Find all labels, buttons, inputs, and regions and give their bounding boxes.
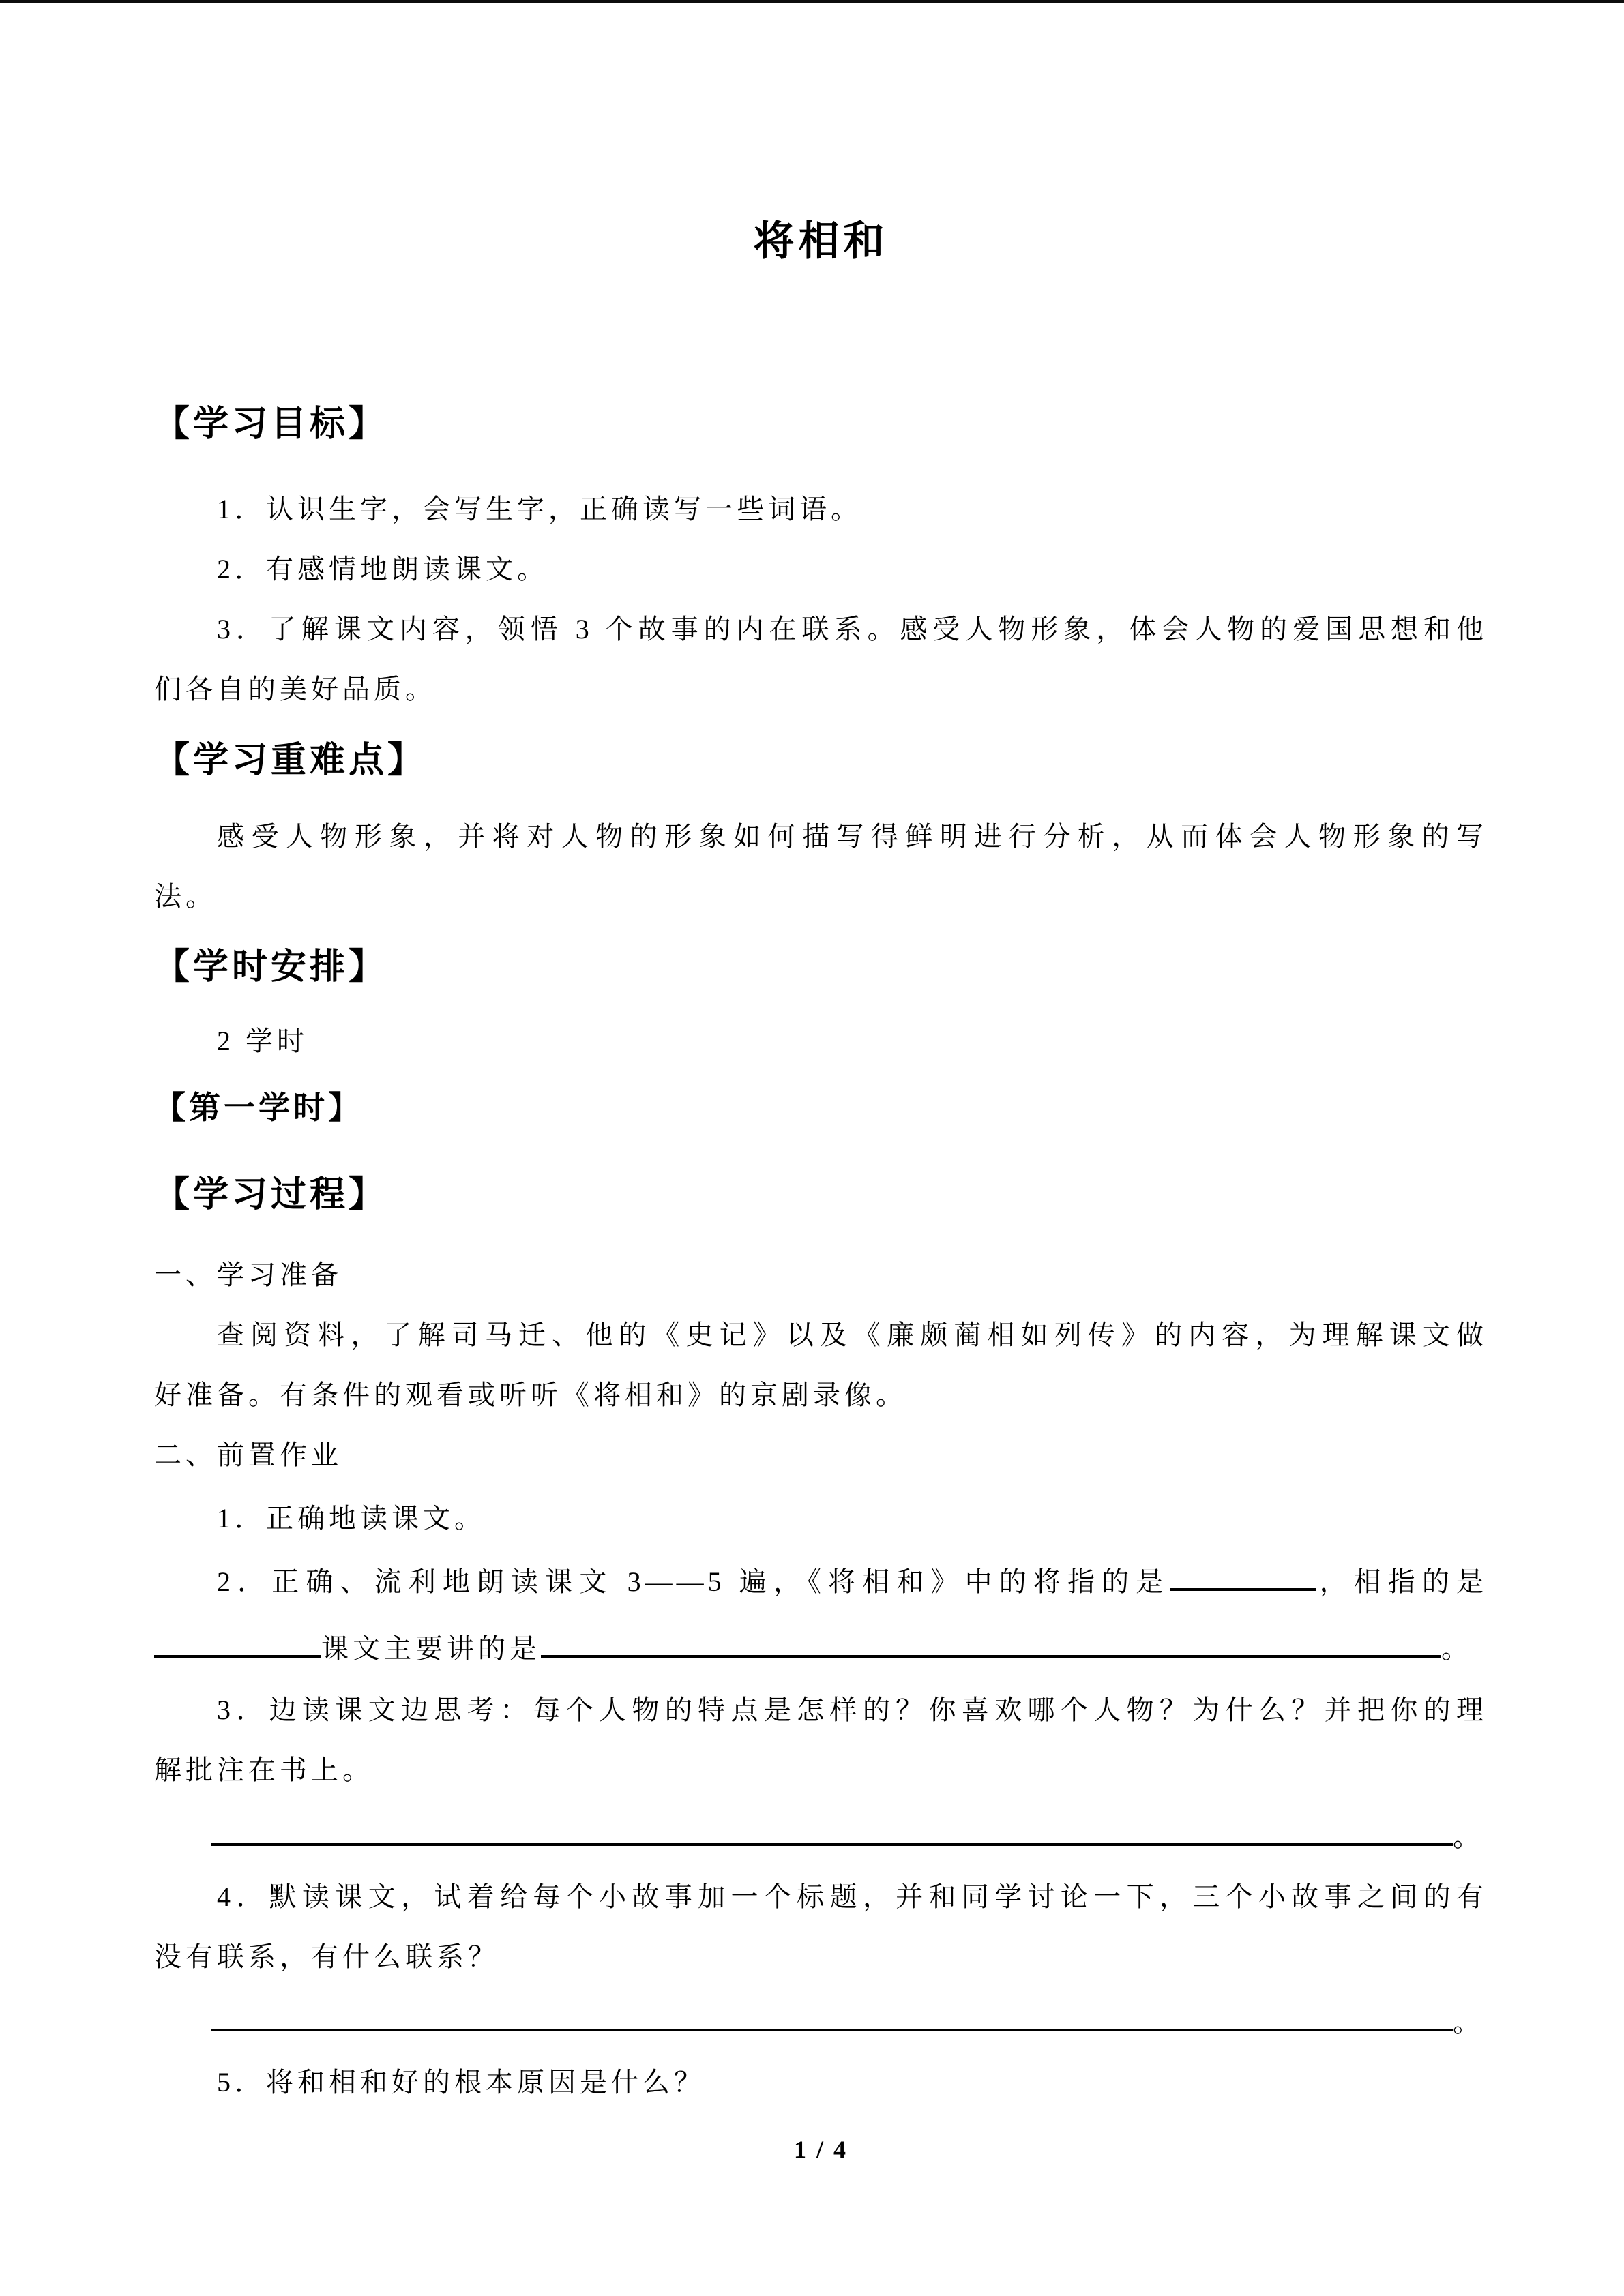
- homework-item-2-line2: [154, 1619, 1488, 1679]
- full-stop: 。: [1453, 1821, 1484, 1852]
- goal-item-3-line1: 3．了解课文内容，领悟 3 个故事的内在联系。感受人物形象，体会人物的爱国思想和他: [217, 614, 1488, 644]
- prep-line1: 查阅资料，了解司马迁、他的《史记》以及《廉颇蔺相如列传》的内容，为理解课文做: [217, 1320, 1488, 1350]
- homework-item-5: 5．将和相和好的根本原因是什么？: [217, 2067, 705, 2098]
- document-content: [154, 0, 1488, 2179]
- fill-in-blank-main-idea: [541, 1655, 1441, 1658]
- section-header-schedule: 【学时安排】: [154, 948, 388, 987]
- fill-in-blank-xiang: [154, 1655, 321, 1658]
- homework-item-2-text-a: 2．正确、流利地朗读课文 3——5 遍，《将相和》中的将指的是: [217, 1566, 1170, 1597]
- schedule-value: 2 学时: [217, 1026, 308, 1056]
- page-number: 1 / 4: [793, 2136, 848, 2163]
- section-header-process: 【学习过程】: [154, 1176, 388, 1214]
- key-points-line2: 法。: [154, 881, 217, 912]
- goal-item-1: 1．认识生字，会写生字，正确读写一些词语。: [217, 494, 862, 524]
- answer-blank-line-2: [154, 1993, 1488, 2053]
- homework-item-1: 1．正确地读课文。: [217, 1503, 486, 1534]
- prep-heading: 一、学习准备: [154, 1259, 342, 1290]
- answer-blank-line-1: [154, 1807, 1488, 1867]
- full-stop: 。: [1441, 1633, 1473, 1664]
- goal-item-3-line2: 们各自的美好品质。: [154, 674, 437, 704]
- fill-in-blank-answer-1: [211, 1843, 1453, 1846]
- full-stop: 。: [1453, 2007, 1484, 2038]
- homework-item-3-line2: 解批注在书上。: [154, 1755, 374, 1785]
- section-header-key-points: 【学习重难点】: [154, 741, 427, 780]
- homework-heading: 二、前置作业: [154, 1440, 342, 1470]
- section-header-goals: 【学习目标】: [154, 405, 388, 444]
- homework-item-2-line1: [154, 1552, 1488, 1612]
- goal-item-2: 2．有感情地朗读课文。: [217, 554, 548, 584]
- key-points-line1: 感受人物形象，并将对人物的形象如何描写得鲜明进行分析，从而体会人物形象的写: [217, 821, 1488, 852]
- fill-in-blank-jiang: [1170, 1588, 1316, 1591]
- homework-item-2-text-b: ，相指的是: [1316, 1566, 1488, 1597]
- homework-item-3-line1: 3．边读课文边思考：每个人物的特点是怎样的？你喜欢哪个人物？为什么？并把你的理: [217, 1695, 1488, 1725]
- prep-line2: 好准备。有条件的观看或听听《将相和》的京剧录像。: [154, 1380, 907, 1410]
- section-header-first-period: 【第一学时】: [154, 1090, 363, 1125]
- homework-item-4-line1: 4．默读课文，试着给每个小故事加一个标题，并和同学讨论一下，三个小故事之间的有: [217, 1881, 1488, 1912]
- fill-in-blank-answer-2: [211, 2029, 1453, 2031]
- homework-item-4-line2: 没有联系，有什么联系？: [154, 1941, 499, 1972]
- homework-item-2-line2-label: 课文主要讲的是: [321, 1633, 541, 1664]
- page-title: 将相和: [753, 219, 889, 264]
